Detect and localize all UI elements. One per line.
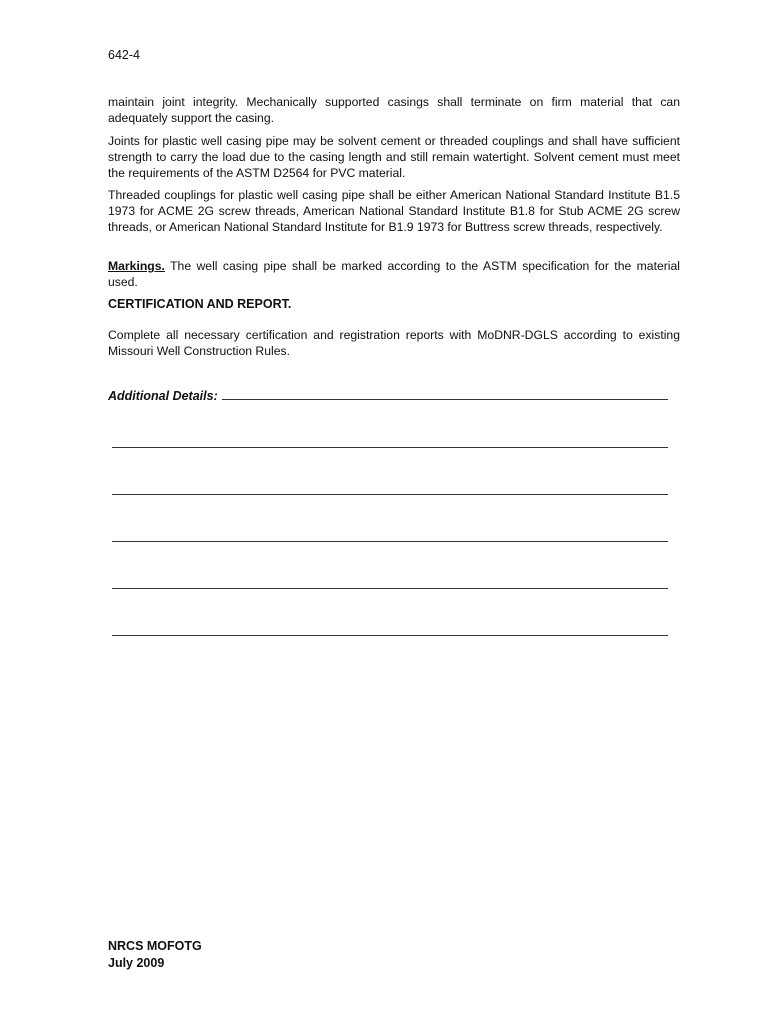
paragraph-threaded-couplings: Threaded couplings for plastic well casing pipe shall be either American National Standard Institute B1.5 1973 for ACME 2G screw threads, American National Standard Institute B1.8 for Stub ACME 2G screw threads, or American National Standard Institute for B1.9 1973 for Buttress screw threads, respectively.: [108, 188, 680, 234]
paragraph-joint-integrity: maintain joint integrity. Mechanically supported casings shall terminate on firm material that can adequately support the casing.: [108, 95, 680, 125]
additional-details-input-line[interactable]: [222, 399, 668, 400]
paragraph-markings: [108, 258, 680, 290]
blank-line-2[interactable]: [112, 494, 668, 495]
blank-line-1[interactable]: [112, 447, 668, 448]
markings-label: Markings.: [108, 259, 165, 273]
markings-text: The well casing pipe shall be marked according to the ASTM specification for the material used.: [108, 259, 680, 289]
blank-line-5[interactable]: [112, 635, 668, 636]
additional-details-label: Additional Details:: [108, 389, 218, 403]
certification-heading: CERTIFICATION AND REPORT.: [108, 297, 292, 311]
paragraph-joints-plastic-casing: Joints for plastic well casing pipe may be solvent cement or threaded couplings and shall have sufficient strength to carry the load due to the casing length and still remain watertight. Solvent cement must meet the requirements of the ASTM D2564 for PVC material.: [108, 134, 680, 180]
footer-date: July 2009: [108, 956, 165, 970]
paragraph-certification: Complete all necessary certification and registration reports with MoDNR-DGLS according to existing Missouri Well Construction Rules.: [108, 328, 680, 358]
blank-line-4[interactable]: [112, 588, 668, 589]
page-number: 642-4: [108, 48, 140, 62]
blank-line-3[interactable]: [112, 541, 668, 542]
additional-details-row: [108, 389, 668, 403]
footer-org: NRCS MOFOTG: [108, 939, 202, 953]
